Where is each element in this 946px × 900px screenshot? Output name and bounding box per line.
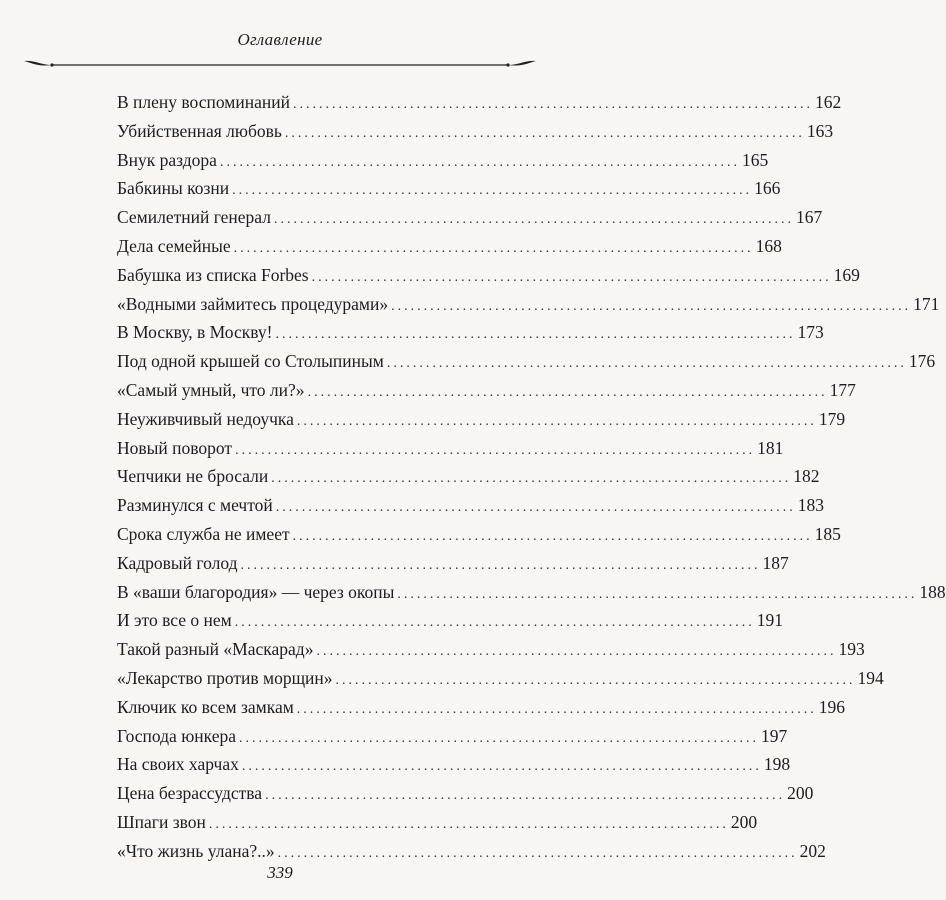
toc-entry-title: В Москву, в Москву! [117,322,273,343]
toc-entry [117,491,825,520]
toc-entry-page: 183 [797,495,825,516]
toc-entry [117,462,820,491]
toc-entry-title: И это все о нем [117,610,232,631]
toc-entry [117,779,814,808]
toc-entry-title: «Что жизнь улана?..» [117,840,275,861]
table-of-contents [117,88,946,866]
toc-entry-page: 162 [814,92,842,112]
toc-entry-page: 173 [797,322,824,343]
toc-entry-page: 176 [908,351,936,372]
toc-entry [117,520,841,549]
dot-leader: ................................................................................ [240,557,761,573]
running-header-title: Оглавление [237,30,323,49]
dot-leader: ................................................................................ [219,154,740,170]
toc-entry [117,635,865,664]
dot-leader: ................................................................................ [397,586,918,602]
toc-entry [117,808,758,837]
dot-leader: ................................................................................ [277,845,798,861]
dot-leader: ................................................................................ [284,125,805,141]
toc-entry [117,347,936,376]
dot-leader: ................................................................................ [391,298,912,314]
toc-entry-title: На своих харчах [117,754,239,775]
dot-leader: ................................................................................ [233,240,754,256]
toc-entry [117,405,846,434]
toc-entry-title: В «ваши благородия» — через окопы [117,581,395,602]
page-number: 339 [267,863,293,882]
toc-entry-page: 171 [913,293,940,314]
toc-entry-title: Семилетний генерал [117,207,271,228]
toc-entry-title: В плену воспоминаний [117,92,290,112]
toc-entry [117,146,769,175]
toc-entry-title: Ключик ко всем замкам [117,696,294,717]
toc-entry-page: 188 [919,581,946,602]
toc-entry [117,750,791,779]
toc-entry-page: 177 [829,379,856,400]
dot-leader: ................................................................................ [296,701,817,717]
toc-entry-title: Неуживчивый недоучка [117,408,294,429]
toc-entry [117,203,823,232]
toc-entry [117,434,784,463]
dot-leader: ................................................................................ [311,269,832,285]
toc-entry [117,578,946,607]
toc-entry-page: 194 [857,667,884,688]
toc-entry-title: «Лекарство против морщин» [117,667,333,688]
toc-entry-title: Разминулся с мечтой [117,495,273,516]
toc-entry-title: Чепчики не бросали [117,466,269,487]
toc-entry-page: 196 [818,696,846,717]
toc-entry-title: «Самый умный, что ли?» [117,379,305,400]
toc-entry-title: Бабушка из списка Forbes [117,264,309,285]
toc-entry-page: 191 [756,610,783,631]
toc-entry-page: 197 [760,725,788,746]
toc-entry-page: 198 [763,754,791,775]
dot-leader: ................................................................................ [241,759,762,775]
toc-entry-title: Шпаги звон [117,811,206,832]
toc-entry-page: 165 [741,149,769,170]
toc-entry [117,837,826,866]
toc-entry-page: 179 [818,408,846,429]
toc-entry-page: 185 [814,523,841,544]
dot-leader: ................................................................................ [296,413,817,429]
toc-entry [117,722,788,751]
toc-entry-page: 168 [755,235,782,256]
toc-entry-page: 182 [793,466,820,487]
toc-entry-title: Новый поворот [117,437,233,458]
dot-leader: ................................................................................ [386,356,907,372]
dot-leader: ................................................................................ [271,471,792,487]
dot-leader: ................................................................................ [292,528,813,544]
toc-entry-title: Убийственная любовь [117,120,282,141]
toc-entry [117,693,846,722]
toc-entry-title: Дела семейные [117,235,231,256]
dot-leader: ................................................................................ [316,644,837,660]
toc-entry [117,606,783,635]
dot-leader: ................................................................................ [275,327,796,343]
toc-entry-title: Под одной крышей со Столыпиным [117,351,384,372]
toc-entry [117,664,884,693]
dot-leader: ................................................................................ [232,183,753,199]
toc-entry [117,232,782,261]
toc-entry-title: Такой разный «Маскарад» [117,639,314,660]
toc-entry-title: Господа юнкера [117,725,236,746]
toc-entry [117,88,842,117]
toc-entry-page: 200 [787,783,814,804]
dot-leader: ................................................................................ [238,730,759,746]
toc-entry-page: 187 [762,552,789,573]
toc-entry [117,376,856,405]
dot-leader: ................................................................................ [307,384,828,400]
toc-entry-page: 193 [838,639,865,660]
toc-entry-page: 167 [795,207,823,228]
toc-entry [117,549,789,578]
toc-entry-title: Срока служба не имеет [117,523,290,544]
toc-entry-page: 163 [806,120,834,141]
toc-entry-page: 169 [833,264,860,285]
dot-leader: ................................................................................ [335,672,856,688]
toc-entry-title: Цена безрассудства [117,783,263,804]
dot-leader: ................................................................................ [208,816,729,832]
toc-entry [117,290,940,319]
toc-entry-page: 166 [754,178,781,199]
toc-entry-page: 202 [799,840,826,861]
toc-entry-title: «Водными займитесь процедурами» [117,293,389,314]
dot-leader: ................................................................................ [292,97,813,112]
running-header [0,30,560,50]
dot-leader: ................................................................................ [273,212,794,228]
dot-leader: ................................................................................ [235,442,756,458]
toc-entry-title: Кадровый голод [117,552,238,573]
toc-entry-page: 181 [757,437,784,458]
toc-entry [117,174,781,203]
dot-leader: ................................................................................ [265,788,786,804]
ornamental-rule [22,58,538,72]
toc-entry [117,261,860,290]
toc-entry-page: 200 [730,811,758,832]
toc-entry [117,117,834,146]
dot-leader: ................................................................................ [234,615,755,631]
toc-entry-title: Внук раздора [117,149,217,170]
dot-leader: ................................................................................ [275,500,796,516]
toc-entry-title: Бабкины козни [117,178,230,199]
toc-entry [117,318,824,347]
